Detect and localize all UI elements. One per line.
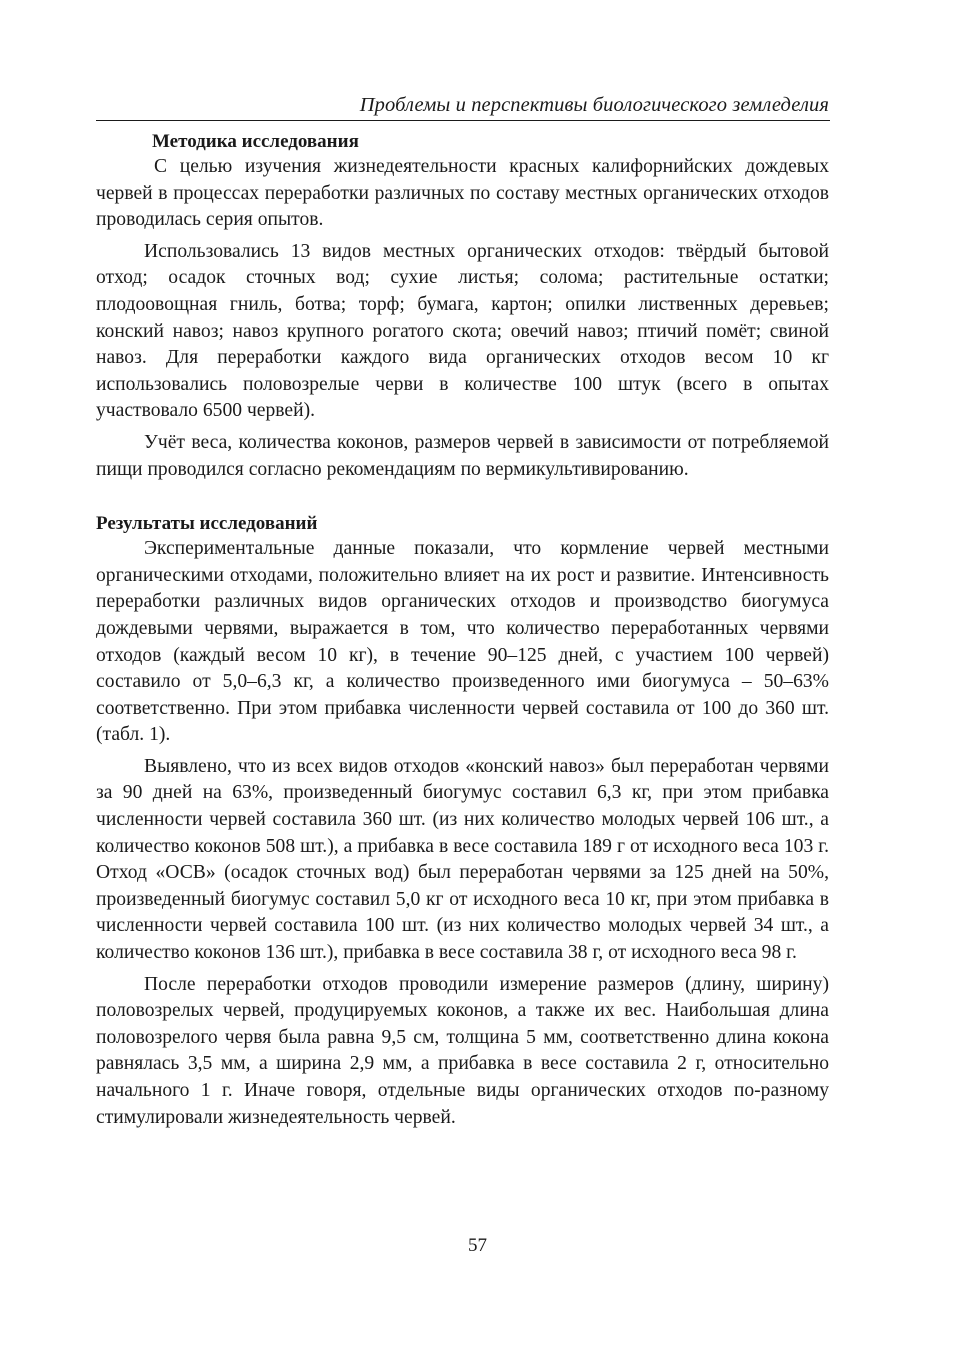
results-paragraph-1: Экспериментальные данные показали, что кормление червей местными органическими отходами, положительно влияет на их рост и развитие. Интенсивность переработки различных видов органических отходов и производство биогумуса дождевыми червями, выражается в том, что количество переработанных червями отходов (каждый весом 10 кг), в течение 90–125 дней, с участием 100 червей) составило от 5,0–6,3 кг, а количество произведенного ими биогумуса – 50–63% соответственно. При этом прибавка численности червей составила от 100 до 360 шт. (табл. 1). <box>96 538 829 746</box>
methods-paragraph-3: Учёт веса, количества коконов, размеров червей в зависимости от потребляемой пищи проводился согласно рекомендациям по вермикультивированию. <box>96 431 829 480</box>
page-body <box>96 129 829 1136</box>
section-gap <box>96 488 829 511</box>
header-rule <box>96 120 830 121</box>
page-number: 57 <box>468 1235 487 1256</box>
methods-heading: Методика исследования <box>152 131 359 152</box>
results-heading: Результаты исследований <box>96 513 318 535</box>
results-paragraph-2: Выявлено, что из всех видов отходов «конский навоз» был переработан червями за 90 дней на 63%, произведенный биогумус составил 6,3 кг, при этом прибавка численности червей составила 360 шт. (из них количество молодых червей 106 шт., а количество коконов 508 шт.), а прибавка в весе составила 189 г от исходного веса 103 г. Отход «ОСВ» (осадок сточных вод) был переработан червями за 125 дней на 50%, произведенный биогумус составил 5,0 кг от исходного веса 10 кг, при этом прибавка в численности червей составила 100 шт. (из них количество молодых червей 34 шт., а количество коконов 136 шт.), прибавка в весе составила 38 г, от исходного веса 98 г. <box>96 755 829 964</box>
running-header-title: Проблемы и перспективы биологического земледелия <box>359 94 829 116</box>
methods-paragraph-2: Использовались 13 видов местных органических отходов: твёрдый бытовой отход; осадок сточных вод; сухие листья; солома; растительные остатки; плодоовощная гниль, ботва; торф; бумага, картон; опилки лиственных деревьев; конский навоз; навоз крупного рогатого скота; овечий навоз; птичий помёт; свиной навоз. Для переработки каждого вида органических отходов весом 10 кг использовались половозрелые черви в количестве 100 штук (всего в опытах участвовало 6500 червей). <box>96 240 829 422</box>
methods-paragraph-1: С целью изучения жизнедеятельности красных калифорнийских дождевых червей в процессах переработки различных по составу местных органических отходов проводилась серия опытов. <box>96 156 829 231</box>
results-paragraph-3: После переработки отходов проводили измерение размеров (длину, ширину) половозрелых червей, продуцируемых коконов, а также их вес. Наибольшая длина половозрелого червя была равна 9,5 см, толщина 5 мм, соответственно длина кокона равнялась 3,5 мм, а ширина 2,9 мм, а прибавка в весе составила 2 г, относительно начального 1 г. Иначе говоря, отдельные виды органических отходов по-разному стимулировали жизнедеятельность червей. <box>96 973 829 1128</box>
